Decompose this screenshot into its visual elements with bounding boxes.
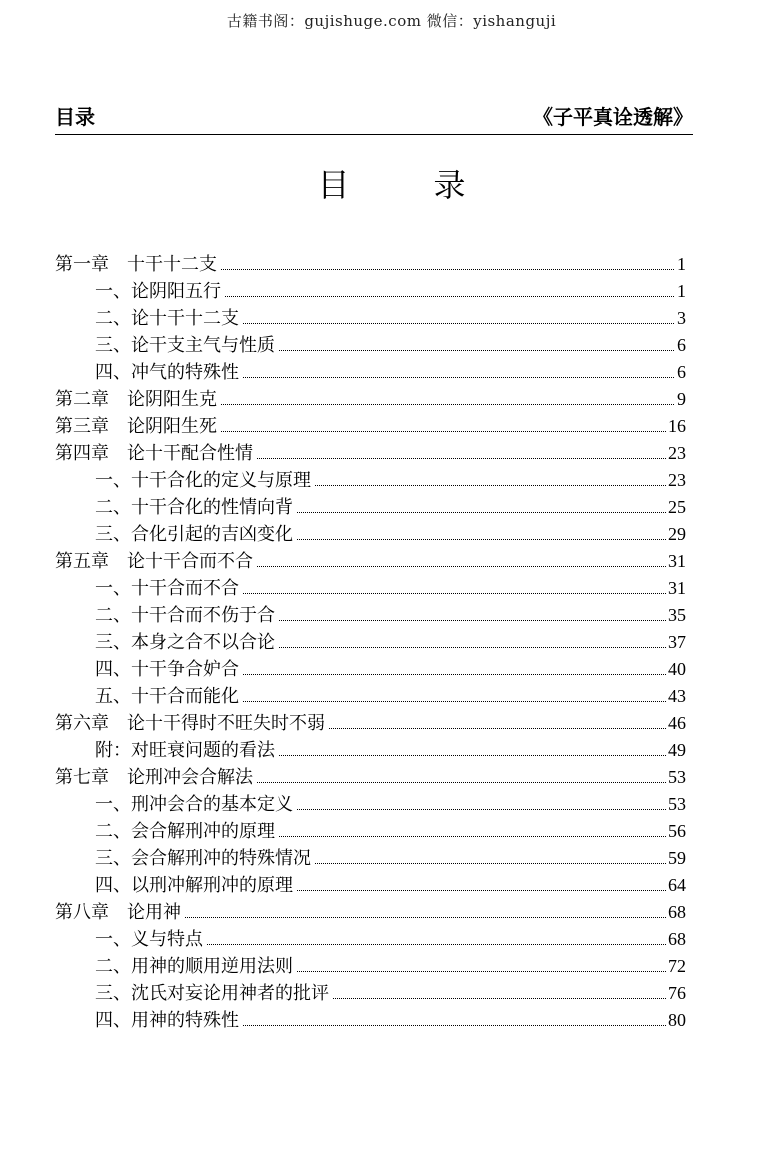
- toc-entry-label: 第六章 论十干得时不旺失时不弱: [55, 713, 325, 734]
- toc-entry-label: 三、论干支主气与性质: [95, 335, 275, 356]
- toc-page-number: 16: [668, 416, 686, 436]
- dot-leader: [279, 620, 666, 621]
- toc-entry-label: 一、义与特点: [95, 929, 203, 950]
- toc-section-entry[interactable]: [55, 1006, 686, 1033]
- toc-page-number: 43: [668, 686, 686, 706]
- toc-section-entry[interactable]: [55, 520, 686, 547]
- dot-leader: [329, 728, 666, 729]
- toc-page-number: 6: [677, 362, 686, 382]
- dot-leader: [221, 269, 674, 270]
- toc-entry-label: 三、本身之合不以合论: [95, 632, 275, 653]
- toc-section-entry[interactable]: [55, 736, 686, 763]
- toc-section-entry[interactable]: [55, 844, 686, 871]
- toc-page-number: 53: [668, 767, 686, 787]
- toc-page-number: 9: [677, 389, 686, 409]
- toc-chapter-entry[interactable]: [55, 250, 686, 277]
- toc-page-number: 23: [668, 443, 686, 463]
- toc-section-entry[interactable]: [55, 493, 686, 520]
- dot-leader: [279, 755, 666, 756]
- dot-leader: [297, 809, 666, 810]
- dot-leader: [315, 863, 666, 864]
- dot-leader: [243, 1025, 666, 1026]
- header-section-label: 目录: [55, 105, 95, 129]
- toc-section-entry[interactable]: [55, 628, 686, 655]
- toc-page-number: 76: [668, 983, 686, 1003]
- toc-entry-label: 第七章 论刑冲会合解法: [55, 767, 253, 788]
- toc-chapter-entry[interactable]: [55, 709, 686, 736]
- toc-entry-label: 四、冲气的特殊性: [95, 362, 239, 383]
- toc-page-number: 68: [668, 902, 686, 922]
- toc-entry-label: 二、论十干十二支: [95, 308, 239, 329]
- dot-leader: [221, 431, 666, 432]
- toc-section-entry[interactable]: [55, 682, 686, 709]
- toc-entry-label: 四、以刑冲解刑冲的原理: [95, 875, 293, 896]
- dot-leader: [297, 539, 666, 540]
- toc-chapter-entry[interactable]: [55, 439, 686, 466]
- toc-entry-label: 第五章 论十干合而不合: [55, 551, 253, 572]
- toc-entry-label: 一、刑冲会合的基本定义: [95, 794, 293, 815]
- toc-entry-label: 一、十干合化的定义与原理: [95, 470, 311, 491]
- toc-section-entry[interactable]: [55, 817, 686, 844]
- toc-page-number: 3: [677, 308, 686, 328]
- dot-leader: [297, 890, 666, 891]
- dot-leader: [207, 944, 666, 945]
- toc-page-number: 40: [668, 659, 686, 679]
- toc-entry-label: 三、会合解刑冲的特殊情况: [95, 848, 311, 869]
- toc-entry-label: 第八章 论用神: [55, 902, 181, 923]
- toc-page-number: 25: [668, 497, 686, 517]
- toc-section-entry[interactable]: [55, 655, 686, 682]
- toc-page-number: 64: [668, 875, 686, 895]
- toc-chapter-entry[interactable]: [55, 385, 686, 412]
- toc-page-number: 1: [677, 281, 686, 301]
- dot-leader: [315, 485, 666, 486]
- toc-section-entry[interactable]: [55, 358, 686, 385]
- toc-entry-label: 二、会合解刑冲的原理: [95, 821, 275, 842]
- dot-leader: [243, 377, 674, 378]
- toc-section-entry[interactable]: [55, 952, 686, 979]
- dot-leader: [221, 404, 674, 405]
- toc-entry-label: 五、十干合而能化: [95, 686, 239, 707]
- toc-section-entry[interactable]: [55, 277, 686, 304]
- dot-leader: [279, 350, 674, 351]
- dot-leader: [185, 917, 666, 918]
- toc-page-number: 6: [677, 335, 686, 355]
- toc-entry-label: 一、十干合而不合: [95, 578, 239, 599]
- dot-leader: [297, 971, 666, 972]
- toc-entry-label: 二、十干合化的性情向背: [95, 497, 293, 518]
- toc-page-number: 31: [668, 551, 686, 571]
- toc-section-entry[interactable]: [55, 979, 686, 1006]
- dot-leader: [279, 836, 666, 837]
- dot-leader: [279, 647, 666, 648]
- dot-leader: [257, 458, 666, 459]
- dot-leader: [257, 566, 666, 567]
- dot-leader: [225, 296, 674, 297]
- toc-chapter-entry[interactable]: [55, 763, 686, 790]
- toc-page-number: 80: [668, 1010, 686, 1030]
- toc-page-number: 68: [668, 929, 686, 949]
- toc-page-number: 31: [668, 578, 686, 598]
- toc-section-entry[interactable]: [55, 871, 686, 898]
- toc-page-number: 1: [677, 254, 686, 274]
- toc-chapter-entry[interactable]: [55, 898, 686, 925]
- dot-leader: [243, 674, 666, 675]
- page-title: 目 录: [317, 166, 492, 204]
- toc-section-entry[interactable]: [55, 466, 686, 493]
- header-book-title: 《子平真诠透解》: [533, 105, 693, 129]
- toc-page-number: 29: [668, 524, 686, 544]
- toc-page-number: 35: [668, 605, 686, 625]
- toc-chapter-entry[interactable]: [55, 547, 686, 574]
- toc-section-entry[interactable]: [55, 574, 686, 601]
- toc-section-entry[interactable]: [55, 790, 686, 817]
- watermark-text: 古籍书阁：gujishuge.com 微信：yishanguji: [226, 12, 557, 30]
- toc-page-number: 72: [668, 956, 686, 976]
- dot-leader: [243, 323, 674, 324]
- toc-page-number: 53: [668, 794, 686, 814]
- toc-entry-label: 第四章 论十干配合性情: [55, 443, 253, 464]
- toc-entry-label: 四、十干争合妒合: [95, 659, 239, 680]
- toc-chapter-entry[interactable]: [55, 412, 686, 439]
- toc-section-entry[interactable]: [55, 925, 686, 952]
- dot-leader: [257, 782, 666, 783]
- dot-leader: [243, 701, 666, 702]
- dot-leader: [297, 512, 666, 513]
- toc-page-number: 56: [668, 821, 686, 841]
- toc-section-entry[interactable]: [55, 304, 686, 331]
- toc-entry-label: 二、用神的顺用逆用法则: [95, 956, 293, 977]
- toc-section-entry[interactable]: [55, 601, 686, 628]
- toc-page-number: 49: [668, 740, 686, 760]
- toc-entry-label: 第一章 十干十二支: [55, 254, 217, 275]
- toc-page-number: 37: [668, 632, 686, 652]
- dot-leader: [243, 593, 666, 594]
- toc-entry-label: 三、合化引起的吉凶变化: [95, 524, 293, 545]
- toc-page-number: 23: [668, 470, 686, 490]
- toc-entry-label: 三、沈氏对妄论用神者的批评: [95, 983, 329, 1004]
- dot-leader: [333, 998, 666, 999]
- toc-page-number: 59: [668, 848, 686, 868]
- toc-entry-label: 二、十干合而不伤于合: [95, 605, 275, 626]
- toc-entry-label: 四、用神的特殊性: [95, 1010, 239, 1031]
- toc-entry-label: 第二章 论阴阳生克: [55, 389, 217, 410]
- running-header: [55, 106, 693, 135]
- toc-page-number: 46: [668, 713, 686, 733]
- toc-section-entry[interactable]: [55, 331, 686, 358]
- toc-entry-label: 附：对旺衰问题的看法: [95, 740, 275, 761]
- table-of-contents: [55, 250, 686, 1033]
- toc-entry-label: 第三章 论阴阳生死: [55, 416, 217, 437]
- toc-entry-label: 一、论阴阳五行: [95, 281, 221, 302]
